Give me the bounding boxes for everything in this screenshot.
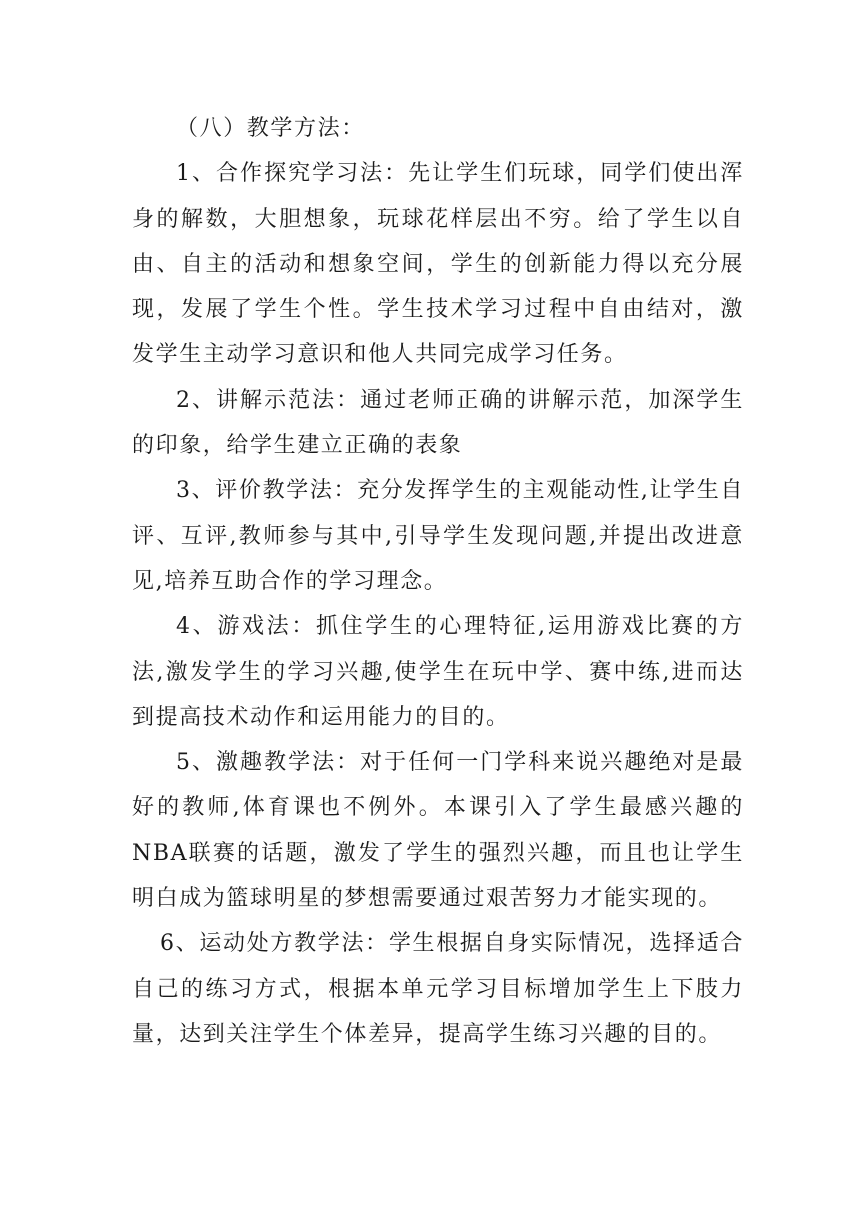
paragraph-3: 3、评价教学法：充分发挥学生的主观能动性,让学生自评、互评,教师参与其中,引导学生发现问题,并提出改进意见,培养互助合作的学习理念。 — [132, 478, 744, 594]
section-heading: （八）教学方法： — [176, 116, 365, 141]
paragraph-2: 2、讲解示范法：通过老师正确的讲解示范，加深学生的印象，给学生建立正确的表象 — [132, 387, 744, 459]
paragraph-5: 5、激趣教学法：对于任何一门学科来说兴趣绝对是最好的教师,体育课也不例外。本课引入了学生最感兴趣的NBA联赛的话题，激发了学生的强烈兴趣，而且也让学生明白成为篮球明星的梦想需要通过艰苦努力才能实现的。 — [132, 750, 744, 912]
paragraph-4: 4、游戏法：抓住学生的心理特征,运用游戏比赛的方法,激发学生的学习兴趣,使学生在玩中学、赛中练,进而达到提高技术动作和运用能力的目的。 — [132, 614, 744, 730]
section-body — [132, 106, 744, 1057]
paragraph-6: 6、运动处方教学法：学生根据自身实际情况，选择适合自己的练习方式，根据本单元学习目标增加学生上下肢力量，达到关注学生个体差异，提高学生练习兴趣的目的。 — [132, 931, 744, 1047]
paragraph-1: 1、合作探究学习法：先让学生们玩球，同学们使出浑身的解数，大胆想象，玩球花样层出不穷。给了学生以自由、自主的活动和想象空间，学生的创新能力得以充分展现，发展了学生个性。学生技术学习过程中自由结对，激发学生主动学习意识和他人共同完成学习任务。 — [132, 161, 744, 368]
